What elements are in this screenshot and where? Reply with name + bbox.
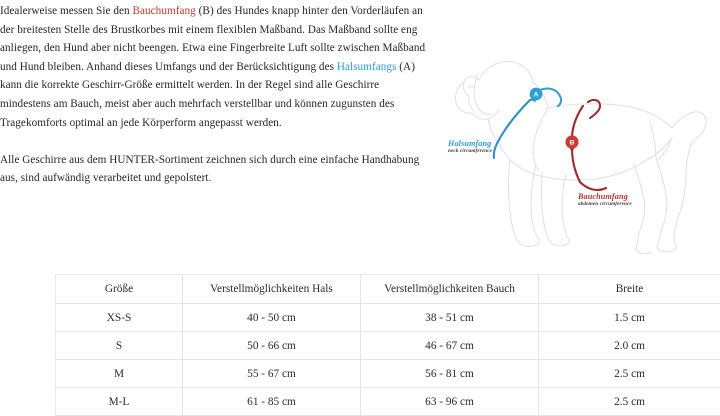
neck-label-en: neck circumference <box>448 149 492 154</box>
belly-marker-letter: B <box>570 140 575 147</box>
paragraph-measuring-instructions <box>0 2 432 132</box>
table-row <box>56 332 720 360</box>
table-cell-value: 38 - 51 cm <box>361 304 539 332</box>
paragraph-text-run: Alle Geschirre aus dem HUNTER-Sortiment zeichnen sich durch eine einfache Handhabung aus, sind aufwändig verarbeitet und gepolstert. <box>0 154 419 185</box>
table-cell-value: 61 - 85 cm <box>183 388 361 416</box>
table-row <box>56 388 720 416</box>
table-header-cell-1: Verstellmöglichkeiten Hals <box>183 275 361 304</box>
table-cell-size: XS-S <box>56 304 183 332</box>
table-cell-value: 50 - 66 cm <box>183 332 361 360</box>
table-cell-value: 55 - 67 cm <box>183 360 361 388</box>
table-cell-value: 2.0 cm <box>539 332 720 360</box>
belly-measurement-band <box>565 100 606 190</box>
table-header-cell-3: Breite <box>539 275 720 304</box>
size-table-body <box>56 304 720 416</box>
keyword-bauchumfang: Bauchumfang <box>133 5 196 17</box>
size-table-head <box>56 275 720 304</box>
keyword-halsumfang: Halsumfangs <box>337 61 397 73</box>
paragraph-text-run: (A) kann die korrekte Geschirr-Größe ermittelt werden. In der Regel sind alle Geschirre mindestens am Bauch, meist aber auch mehrfach verstellbar und können zugunsten des Tragekomforts optimal an jede Körperform angepasst werden. <box>0 61 415 129</box>
table-cell-value: 56 - 81 cm <box>361 360 539 388</box>
table-header-cell-2: Verstellmöglichkeiten Bauch <box>361 275 539 304</box>
paragraph-text-run: (B) des Hundes knapp hinter den Vorderläufen an der breitesten Stelle des Brustkorbes mit einem flexiblen Maßband. Das Maßband sollte eng anliegen, den Hund aber nicht beengen. Etwa eine Fingerbreite Luft sollte zwischen Maßband und Hund bleiben. Anhand dieses Umfangs und der Berücksichtigung des <box>0 5 425 73</box>
neck-circumference-label <box>448 140 492 155</box>
dog-measurement-illustration <box>438 52 720 257</box>
table-cell-value: 40 - 50 cm <box>183 304 361 332</box>
table-cell-value: 2.5 cm <box>539 388 720 416</box>
table-header-row <box>56 275 720 304</box>
belly-label-en: abdomen circumference <box>578 202 632 207</box>
paragraph-hunter-assortment <box>0 151 432 188</box>
table-header-cell-0: Größe <box>56 275 183 304</box>
table-cell-value: 1.5 cm <box>539 304 720 332</box>
neck-marker-letter: A <box>534 92 539 99</box>
size-table-wrapper <box>55 274 720 416</box>
neck-measurement-band <box>494 88 561 158</box>
table-cell-size: M <box>56 360 183 388</box>
belly-label-de: Bauchumfang <box>578 193 632 202</box>
paragraph-text-run: Idealerweise messen Sie den <box>0 5 133 17</box>
description-text-column <box>0 2 432 188</box>
belly-circumference-label <box>578 193 632 208</box>
table-cell-size: S <box>56 332 183 360</box>
table-cell-value: 63 - 96 cm <box>361 388 539 416</box>
neck-label-de: Halsumfang <box>448 140 492 149</box>
table-cell-value: 2.5 cm <box>539 360 720 388</box>
table-cell-value: 46 - 67 cm <box>361 332 539 360</box>
table-cell-size: M-L <box>56 388 183 416</box>
size-table <box>55 274 720 416</box>
table-row <box>56 304 720 332</box>
table-row <box>56 360 720 388</box>
